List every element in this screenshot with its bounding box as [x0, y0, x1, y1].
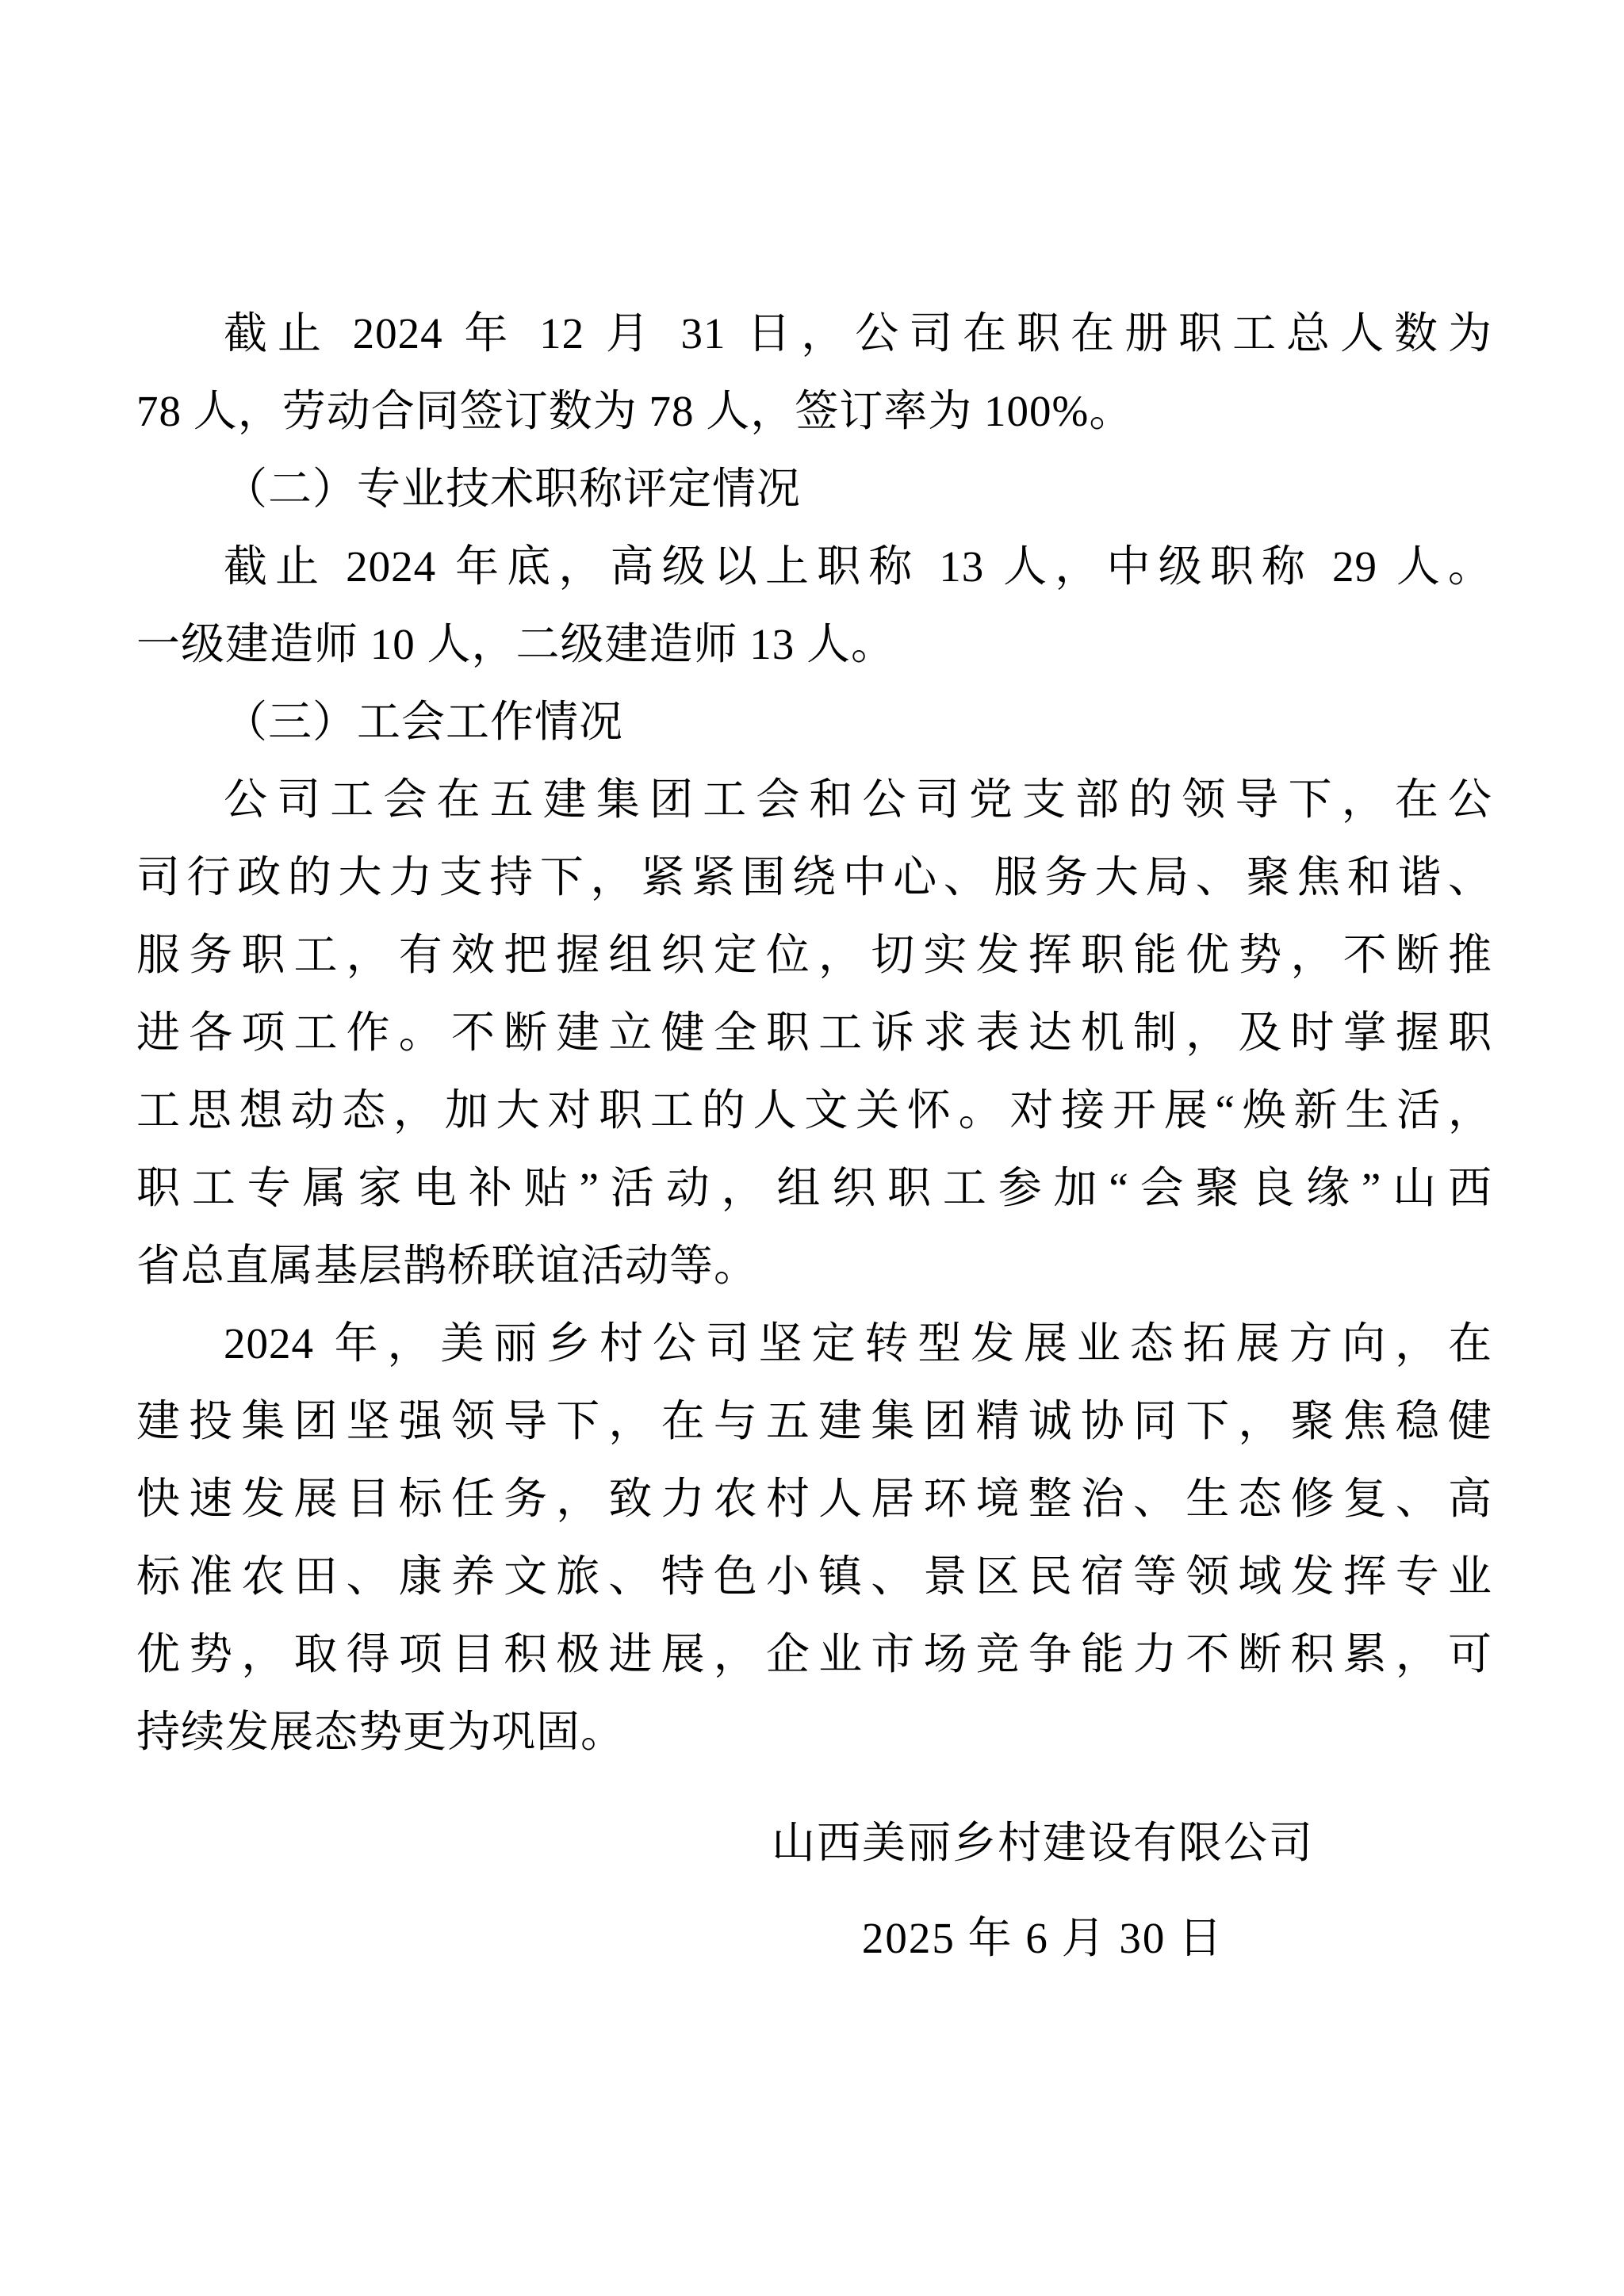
paragraph-line: 一级建造师 10 人，二级建造师 13 人。	[136, 620, 896, 668]
paragraph-line: 公司工会在五建集团工会和公司党支部的领导下，在公	[224, 775, 1492, 824]
paragraph-line: 截止 2024 年底，高级以上职称 13 人，中级职称 29 人。	[224, 542, 1492, 591]
paragraph-line: 优势，取得项目积极进展，企业市场竞争能力不断积累，可	[136, 1630, 1492, 1678]
paragraph-line: 进各项工作。不断建立健全职工诉求表达机制，及时掌握职	[136, 1008, 1492, 1057]
paragraph-line: 标准农田、康养文旅、特色小镇、景区民宿等领域发挥专业	[136, 1552, 1492, 1601]
paragraph-line: 建投集团坚强领导下，在与五建集团精诚协同下，聚焦稳健	[136, 1397, 1492, 1445]
signature-block	[136, 1804, 1492, 1977]
section-heading: （二）专业技术职称评定情况	[224, 465, 802, 513]
signature-company: 山西美丽乡村建设有限公司	[771, 1819, 1314, 1867]
signature-inner	[772, 1804, 1314, 1977]
paragraph-line: 工思想动态，加大对职工的人文关怀。对接开展“焕新生活，	[136, 1086, 1492, 1135]
document-body	[136, 295, 1492, 1977]
paragraph-line: 职工专属家电补贴”活动，组织职工参加“会聚良缘”山西	[136, 1164, 1492, 1212]
paragraph-line: 服务职工，有效把握组织定位，切实发挥职能优势，不断推	[136, 931, 1492, 979]
section-heading: （三）工会工作情况	[224, 698, 624, 746]
paragraph-line: 78 人，劳动合同签订数为 78 人，签订率为 100%。	[136, 387, 1134, 435]
paragraph-line: 司行政的大力支持下，紧紧围绕中心、服务大局、聚焦和谐、	[136, 853, 1492, 901]
paragraph-line: 快速发展目标任务，致力农村人居环境整治、生态修复、高	[136, 1475, 1492, 1523]
paragraph-line: 2024 年，美丽乡村公司坚定转型发展业态拓展方向，在	[224, 1319, 1492, 1368]
signature-date: 2025 年 6 月 30 日	[861, 1914, 1224, 1962]
paragraph-line: 截止 2024 年 12 月 31 日，公司在职在册职工总人数为	[224, 309, 1492, 358]
paragraph-line: 持续发展态势更为巩固。	[136, 1708, 626, 1756]
paragraph-line: 省总直属基层鹊桥联谊活动等。	[136, 1242, 759, 1290]
